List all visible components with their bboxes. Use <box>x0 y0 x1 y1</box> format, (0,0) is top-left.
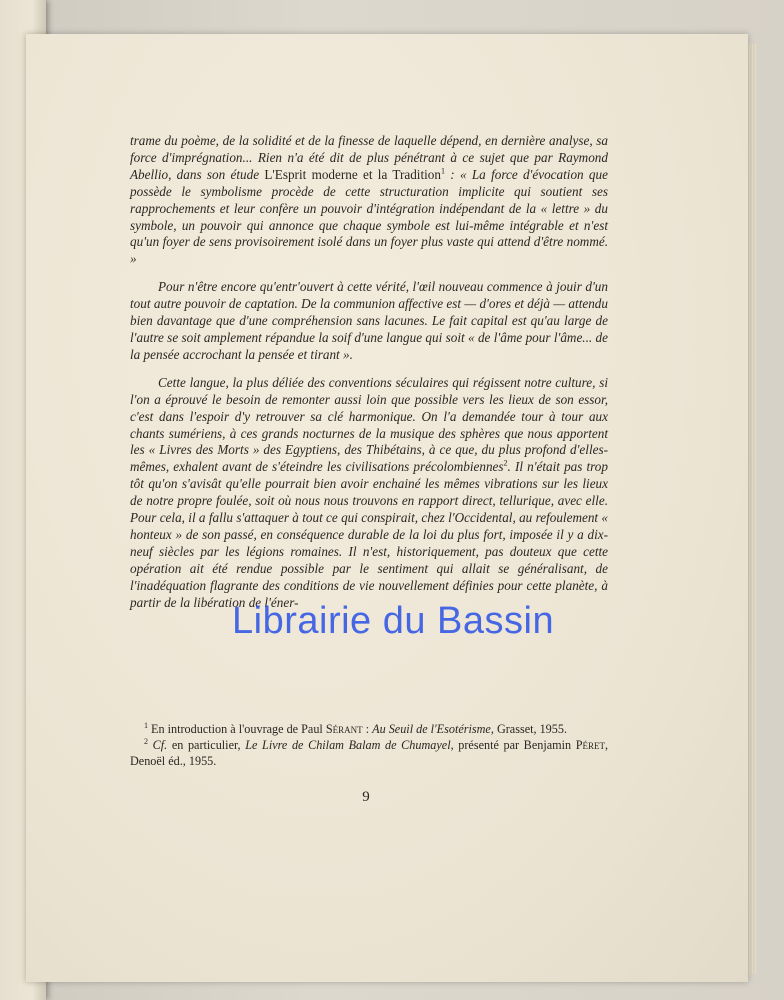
footnote-1-title: Au Seuil de l'Esotérisme <box>372 722 491 736</box>
footnote-2-cf: Cf. <box>148 738 168 752</box>
paragraph-3-part-1: Cette langue, la plus déliée des conventions séculaires qui régissent notre culture, si l'on a éprouvé le besoin de remonter aussi loin que possible vers les lieux de son essor, c'est dans l'espoir d'y retrouver sa clé harmonique. On l'a demandée tour à tour aux chants sumériens, à ces grands nocturnes de la musique des sphères que nous apportent les « Livres des Morts » des Egyptiens, des Thibétains, à ce que, du plus profond d'elles-mêmes, exhalent avant de s'éteindre les civilisations précolombiennes <box>130 374 608 475</box>
page-number: 9 <box>362 789 370 805</box>
footnote-1-end: , Grasset, 1955. <box>490 722 568 736</box>
watermark: Librairie du Bassin <box>232 600 555 642</box>
footnote-2-text: en particulier, <box>167 738 246 752</box>
paragraph-1-part-1: trame du poème, de la solidité et de la finesse de laquelle dépend, en dernière analyse, sa force d'imprégnation... Rien n'a été dit de plus pénétrant à ce sujet que par Raymond Abellio, dans son étude <box>130 133 608 182</box>
footnote-1-text: En introduction à l'ouvrage de Paul <box>148 722 326 736</box>
footnotes <box>130 721 608 769</box>
body-text <box>130 133 608 622</box>
footnote-1 <box>130 721 608 737</box>
paragraph-3-part-2: . Il n'était pas trop tôt qu'on s'avisât qu'elle pourrait bien avoir enchainé les mêmes vibrations sur les lieux de notre propre foulée, soit où nous nous trouvons en rapport direct, tellurique, avec elle. Pour cela, il a fallu s'attaquer à tout ce qui conspirait, chez l'Occidental, au refoulement « honteux » de son passé, en conséquence durable de la loi du plus fort, imposée il y a dix-neuf siècles par les légions romaines. Il n'est, historiquement, pas douteux que cette opération ait été rendue possible par le sentiment qui allait se généralisant, de l'inadéquation flagrante des conditions de vie nouvellement définies pour cette planète, à partir de la libération de l'éner- <box>130 459 608 610</box>
paragraph-1 <box>130 133 608 268</box>
paragraph-2: Pour n'être encore qu'entr'ouvert à cette vérité, l'œil nouveau commence à jouir d'un tout autre pouvoir de captation. De la communion affective est — d'ores et déjà — attendu bien davantage que d'une compréhension sans lacunes. Le fait capital est qu'au large de l'autre se soit amplement répandue la soif d'une langue qui soit « de l'âme pour l'âme... de la pensée accrochant la pensée et tirant ». <box>130 279 608 362</box>
footnote-2-number: 2 <box>144 736 148 746</box>
footnote-ref-1: 1 <box>440 166 445 176</box>
footnote-2-end: , Denoël éd., 1955. <box>130 738 609 768</box>
footnote-2-title: Le Livre de Chilam Balam de Chumayel <box>245 738 451 752</box>
footnote-ref-2: 2 <box>503 458 508 468</box>
footnote-1-separator: : <box>362 722 373 736</box>
footnote-1-author: Sérant <box>325 722 363 736</box>
footnote-2-middle: , présenté par Benjamin <box>450 738 576 752</box>
footnote-2 <box>130 737 608 769</box>
footnote-2-author: Péret <box>575 738 605 752</box>
cited-title: L'Esprit moderne et la Tradition <box>264 166 441 182</box>
paragraph-3 <box>130 375 608 612</box>
footnote-1-number: 1 <box>144 720 148 730</box>
paragraph-1-part-2: : « La force d'évocation que possède le symbolisme procède de cette structuration implicite qui soutient ses rapprochements et leur confère un pouvoir d'intégration indépendant de la « lettre » du symbole, un pouvoir qui annonce que chaque symbole est lui-même intégrable et n'est qu'un foyer de sens provisoirement isolé dans un foyer plus vaste qui attend d'être nommé. » <box>130 166 608 267</box>
